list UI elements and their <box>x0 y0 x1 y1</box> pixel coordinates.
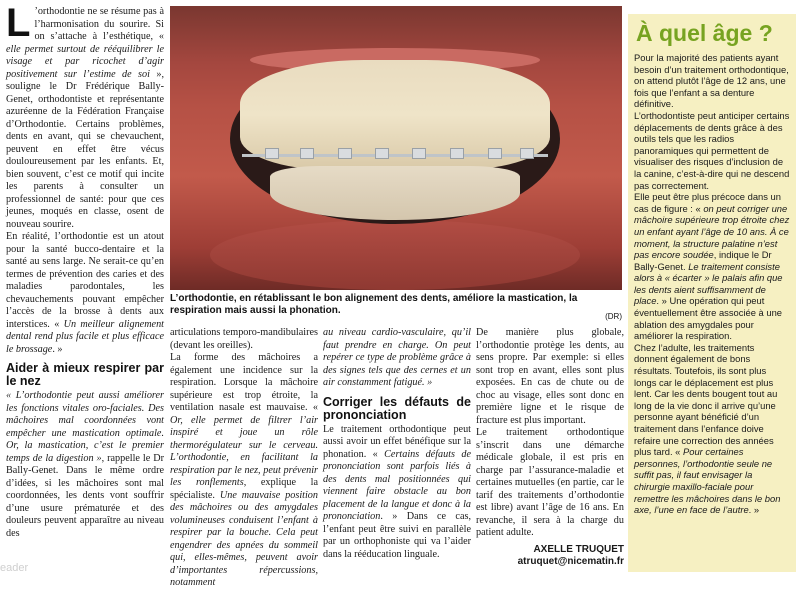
subhead-breathing: Aider à mieux respirer par le nez <box>6 361 164 388</box>
bracket <box>450 148 464 159</box>
article-column-4 <box>476 327 624 572</box>
bracket <box>300 148 314 159</box>
drop-cap: L <box>6 1 31 45</box>
paragraph-insurance: Le traitement orthodontique s’inscrit dans une démarche médicale globale, il est pris en charge par l’assurance-maladie et certaines mutuelles (en partie, car le tarif des traitements d’orthodontie est libre) avant l’âge de 16 ans. En revanche, il sera à la charge du patient adulte. <box>476 427 624 538</box>
paragraph-phonation: Le traitement orthodontique peut aussi avoir un effet bénéfique sur la phonation. « Certains défauts de prononciation sont parfois liés à des dents mal positionnées qui viennent faire obstacle au bon placement de la langue et donc à la prononciation. » Dans ce cas, l’enfant peut être suivi en parallèle par un orthophoniste qui va l’aider dans la rééducation linguale. <box>323 423 471 560</box>
sidebar-paragraph: L’orthodontiste peut anticiper certains déplacements de dents grâce à des outils tels que les radios panoramiques qui permettent de visualiser des risques d’inclusion de la canine, c’est-à-dire qui ne descend pas correctement. <box>634 109 790 191</box>
sidebar-paragraph: Chez l’adulte, les traitements donnent également de bons résultats. Toutefois, ils sont plus longs car le déplacement est plus lent. Car les dents bougent tout au long de la vie donc il arrive qu’une personne ayant bénéficié d’un traitement dans l’enfance doive refaire une correction des années plus tard. « Pour certaines personnes, l’orthodontie seule ne suffit pas, il faut envisager la chirurgie maxillo-faciale pour remettre les mâchoires dans le bon axe, l’une en face de l’autre. » <box>634 341 781 516</box>
paragraph-joints: articulations temporo-mandibulaires (devant les oreilles). <box>170 327 318 351</box>
paragraph-functions: « L’orthodontie peut aussi améliorer les fonctions vitales oro-faciales. Des mâchoires mal coordonnées vont empêcher une mastication optimale. Or, la mastication, c’est le premier temps de la digestion », rappelle le Dr Bally-Genet. Dans le même ordre d’idées, si les mâchoires sont mal coordonnées, les dents vont souffrir d’une usure prématurée et des douleurs peuvent apparaître au niveau des <box>6 390 164 539</box>
article-column-3 <box>323 327 471 572</box>
photo-credit: (DR) <box>605 312 622 321</box>
author-name: AXELLE TRUQUET <box>533 543 624 555</box>
author-email[interactable]: atruquet@nicematin.fr <box>517 556 624 567</box>
article-column-1 <box>6 1 165 571</box>
bracket <box>520 148 534 159</box>
bracket <box>338 148 352 159</box>
intro-paragraph: ’orthodontie ne se résume pas à l’harmonisation du sourire. Si on s’attache à l’esthétique, « elle permet surtout de rééquilibrer le visage et par ricochet d’agir positivement sur l’estime de soi », souligne le Dr Frédérique Bally-Genet, orthodontiste et représentante azuréenne de la Fédération Française d’Orthodontie. Certains problèmes, dents en avant, qui se chevauchent, peuvent en effet être vécus douloureusement par les enfants. Et, bien souvent, c’est ce motif qui incite les parents à consulter un professionnel de santé: pour que ces jeunes, moqués en classe, osent de nouveau sourire. <box>6 6 165 230</box>
brace-wire <box>242 154 548 157</box>
sidebar-paragraph: Elle peut être plus précoce dans un cas de figure : « on peut corriger une mâchoire supérieure trop étroite chez un enfant ayant l’âge de 10 ans. À ce moment, la structure palatine n’est pas encore soudée, indique le Dr Bally-Genet. Le traitement consiste alors à « écarter » le palais afin que les dents aient suffisamment de place. » Une opération qui peut éventuellement être associée à une ablation des amygdales pour améliorer la respiration. <box>634 191 790 342</box>
bracket <box>488 148 502 159</box>
photo-caption: L’orthodontie, en rétablissant le bon alignement des dents, améliore la mastication, la respiration mais aussi la phonation. (DR) <box>170 293 622 321</box>
bracket <box>375 148 389 159</box>
sidebar-title: À quel âge ? <box>636 20 773 46</box>
age-sidebar <box>628 14 796 572</box>
paragraph-respiration: La forme des mâchoires a également une incidence sur la respiration. Lorsque la mâchoire supérieure est trop étroite, la ventilation nasale est mauvaise. « Or, elle permet de filtrer l’air inspiré et joue un rôle thermorégulateur sur le cerveau. L’orthodontie, en facilitant la respiration par le nez, peut prévenir les ronflements, explique la spécialiste. Une mauvaise position des mâchoires ou des amygdales volumineuses conduisent l’enfant à respirer par la bouche. Cela peut engendrer des apnées du sommeil qui, elles-mêmes, peuvent avoir d’importantes répercussions, notamment <box>170 352 318 588</box>
bracket <box>265 148 279 159</box>
subhead-pronunciation: Corriger les défauts de prononciation <box>323 394 471 422</box>
lower-lip <box>210 220 580 290</box>
paragraph-health: En réalité, l’orthodontie est un atout pour la santé bucco-dentaire et la santé au sens large. Ne serait-ce qu’en termes de prévention des caries et des maladies parodontales, les chevauchements pouvant empêcher l’accès de la brosse à dents aux interstices. « Un meilleur alignement dental rend plus facile et plus efficace le brossage. » <box>6 231 164 355</box>
paragraph-cardio: au niveau cardio-vasculaire, qu’il faut prendre en charge. On peut repérer ce type de problème grâce à des signes tels que des cernes et un air constamment fatigué. » <box>323 327 471 388</box>
braces-photo <box>170 6 622 290</box>
article-column-2 <box>170 327 318 588</box>
sidebar-text <box>628 52 796 516</box>
paragraph-protection: De manière plus globale, l’orthodontie protège les dents, au sens propre. Par exemple: si elles sont trop en avant, elles sont plus exposées. En cas de chute ou de choc au visage, elles sont donc en première ligne et le risque de fracture est plus important. <box>476 327 624 426</box>
bracket <box>412 148 426 159</box>
sidebar-paragraph: Pour la majorité des patients ayant besoin d’un traitement orthodontique, on attend plutôt l’âge de 12 ans, une fois que l’enfant a sa denture définitive. <box>634 52 789 110</box>
watermark-text: eader <box>0 562 29 574</box>
lower-teeth <box>270 166 520 220</box>
